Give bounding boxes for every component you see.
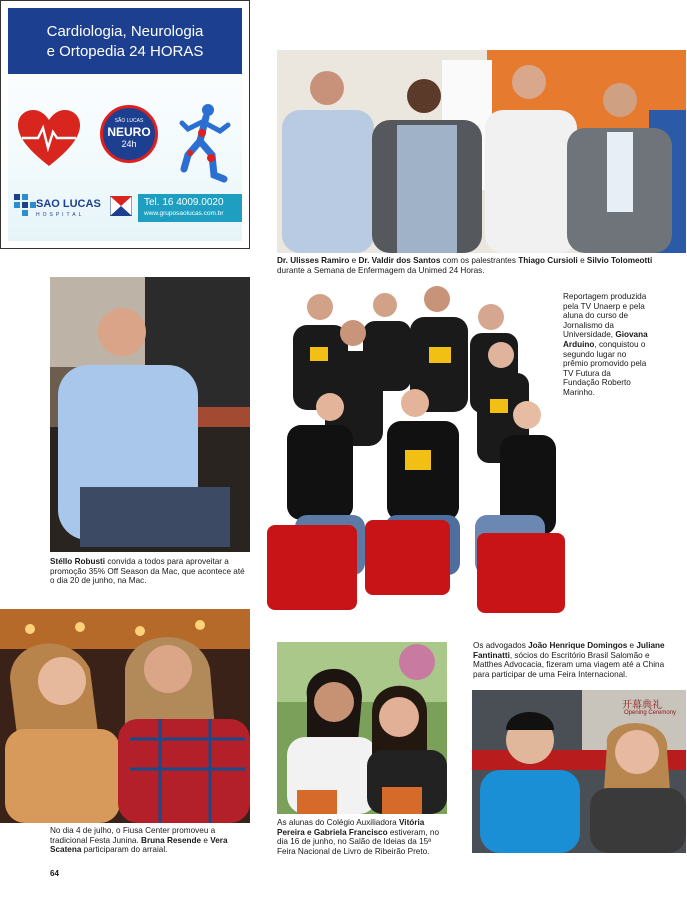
- photo-book-fair-students: [277, 642, 447, 814]
- caption-festa-name1: Bruna Resende: [141, 835, 202, 845]
- photo-stello-robusti: [50, 277, 250, 552]
- caption-lawyers-text3: , sócios do Escritório Brasil Salomão e Matthes Advocacia, fizeram uma viagem até a China para participar de uma Feira Internacional.: [473, 650, 665, 679]
- ad-panel: [8, 8, 242, 241]
- heart-icon: [16, 108, 82, 170]
- page-number: 64: [50, 869, 59, 878]
- caption-unimed-name4: Silvio Tolomeotti: [586, 256, 653, 265]
- caption-unimed-name1: Dr. Ulisses Ramiro: [277, 256, 350, 265]
- caption-unimed-name2: Dr. Valdir dos Santos: [358, 256, 441, 265]
- ad-logo-sub: HOSPITAL: [36, 212, 85, 218]
- ad-phone: Tel. 16 4009.0020: [144, 197, 224, 208]
- caption-stello-name: Stéllo Robusti: [50, 557, 106, 566]
- festa-junina-illustration: [0, 609, 250, 823]
- caption-lawyers-text2: e: [627, 641, 637, 650]
- caption-unimed-text3: e: [577, 256, 587, 265]
- caption-lawyers-name2: Juliane Fantinatti: [473, 641, 665, 660]
- caption-book-fair: [277, 818, 449, 856]
- ad-logo-name: SAO LUCAS: [36, 198, 101, 210]
- photo-tv-unaerp-group: [265, 285, 565, 630]
- ad-title-line1: Cardiologia, Neurologia: [46, 23, 204, 40]
- caption-lawyers-name1: João Henrique Domingos: [528, 641, 628, 650]
- caption-unimed-name3: Thiago Cursioli: [518, 256, 578, 265]
- caption-unimed-text1: e: [349, 256, 359, 265]
- caption-festa-text1: No dia 4 de julho, o Fiusa Center promoveu a tradicional Festa Junina.: [50, 826, 216, 845]
- caption-festa-text2: e: [201, 835, 211, 845]
- china-banner-subtext: Opening Ceremony: [624, 710, 677, 716]
- caption-unimed-text2: com os palestrantes: [440, 256, 519, 265]
- caption-festa-name2: Vera Scatena: [50, 835, 228, 855]
- caption-tv-unaerp-name: Giovana Arduino: [563, 330, 648, 349]
- neuro-badge-sub: 24h: [121, 139, 137, 149]
- caption-festa-text3: participaram do arraial.: [81, 845, 168, 855]
- caption-lawyers: [473, 641, 673, 679]
- ad-website: www.gruposaolucas.com.br: [144, 210, 224, 217]
- running-body-icon: [178, 103, 232, 183]
- photo-festa-junina: [0, 609, 250, 823]
- caption-tv-unaerp-text2: , conquistou o segundo lugar no prêmio promovido pela TV Futura da Fundação Roberto Marinho.: [563, 339, 647, 397]
- caption-festa-junina: [50, 826, 245, 855]
- students-illustration: [277, 642, 447, 814]
- sao-lucas-logo-icon: [14, 194, 36, 218]
- stello-illustration: [50, 277, 250, 552]
- photo-lawyers-china: [472, 690, 686, 853]
- caption-book-fair-names: Vitória Pereira e Gabriela Francisco: [277, 818, 425, 837]
- caption-tv-unaerp-text1: Reportagem produzida pela TV Unaerp e pela aluna do curso de Jornalismo da Universidade,: [563, 292, 647, 340]
- logo-flag-icon: [110, 196, 132, 216]
- ad-contact-box: [138, 194, 242, 222]
- caption-stello-text: convida a todos para aproveitar a promoção 35% Off Season da Mac, que acontece até o dia 20 de junho, na Mac.: [50, 557, 245, 586]
- caption-book-fair-text1: As alunas do Colégio Auxiliadora: [277, 818, 399, 827]
- china-banner-text: 开幕典礼: [622, 700, 662, 711]
- neuro-badge-main: NEURO: [107, 125, 151, 139]
- caption-lawyers-text1: Os advogados: [473, 641, 529, 650]
- caption-unimed-text4: durante a Semana de Enfermagem da Unimed 24 Horas.: [277, 265, 485, 275]
- caption-tv-unaerp: [563, 292, 649, 398]
- caption-unimed: [277, 256, 677, 275]
- neuro-24h-badge: [100, 105, 158, 163]
- caption-book-fair-text2: estiveram, no dia 16 de junho, no Salão de Ideias da 15ª Feira Nacional de Livro de Ribeirão Preto.: [277, 827, 440, 856]
- neuro-badge-top: SÃO LUCAS: [114, 118, 144, 124]
- speakers-illustration: [277, 50, 686, 253]
- ad-title-line2: e Ortopedia 24 HORAS: [46, 43, 204, 60]
- hospital-advertisement: [0, 0, 250, 249]
- photo-unimed-speakers: [277, 50, 686, 253]
- caption-stello: [50, 557, 250, 586]
- group-illustration: [265, 285, 565, 630]
- ad-header: [8, 8, 242, 74]
